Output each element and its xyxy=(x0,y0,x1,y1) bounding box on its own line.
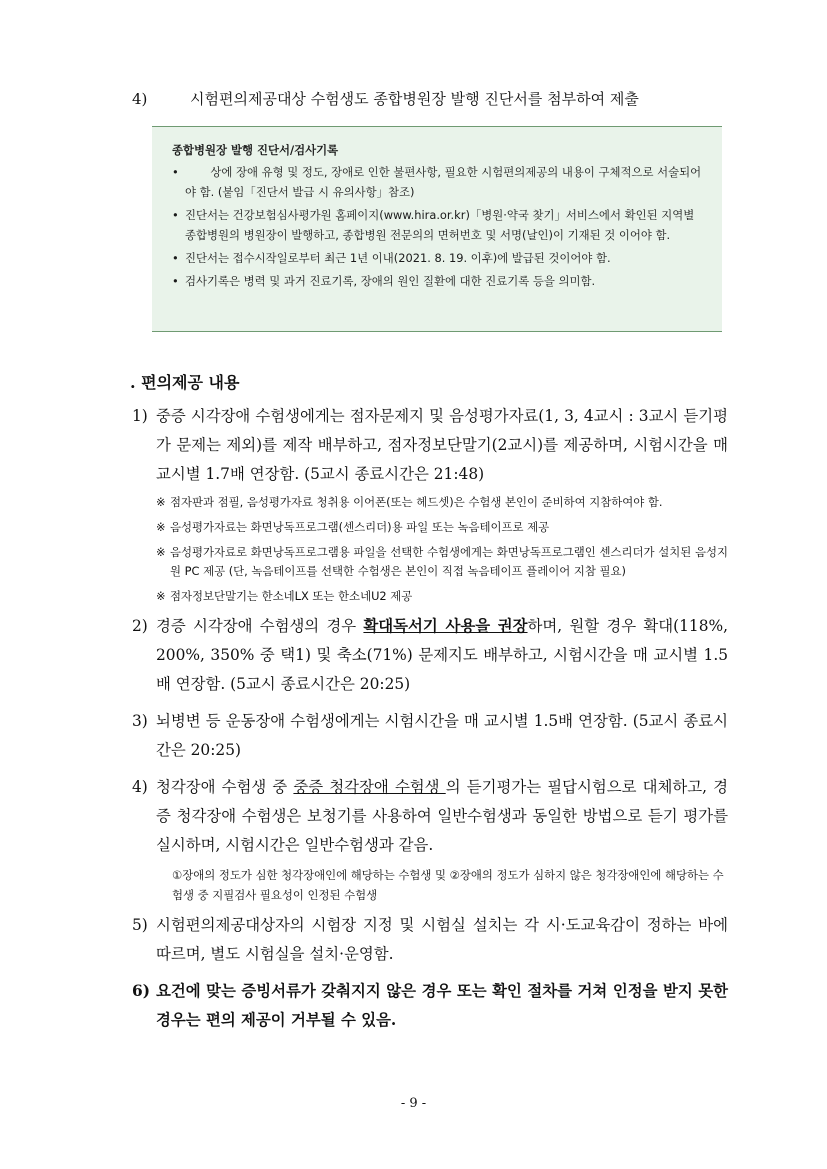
item-number: 2) xyxy=(132,617,148,635)
note-mark: ※ xyxy=(156,545,166,559)
bullet-icon: • xyxy=(172,165,179,179)
item4-subnote: ①장애의 정도가 심한 청각장애인에 해당하는 수험생 및 ②장애의 정도가 심하지 않은 청각장애인에 해당하는 수험생 중 지필검사 필요성이 인정된 수험생 xyxy=(172,868,724,902)
item-number: 4) xyxy=(132,778,148,796)
notice-box xyxy=(152,126,722,332)
item-text: 뇌병변 등 운동장애 수험생에게는 시험시간을 매 교시별 1.5배 연장함. (5교시 종료시간은 20:25) xyxy=(156,712,728,759)
notice-box-list xyxy=(172,162,702,291)
header-line xyxy=(132,88,732,109)
item-text: 시험편의제공대상자의 시험장 지정 및 시험실 설치는 각 시·도교육감이 정하는 바에 따르며, 별도 시험실을 설치·운영함. xyxy=(156,916,728,963)
page-number: - 9 - xyxy=(400,1096,427,1111)
list-item xyxy=(132,707,728,765)
note-line xyxy=(156,518,728,537)
item-text-post: 의 듣기평가는 필답시험으로 대체하고, 경증 청각장애 수험생은 보청기를 사용하여 일반수험생과 동일한 방법으로 듣기 평가를 실시하며, 시험시간은 일반수험생과 같음. xyxy=(156,778,728,854)
notice-item-text: 진단서는 건강보험심사평가원 홈페이지(www.hira.or.kr)「병원·약국 찾기」서비스에서 확인된 지역별 종합병원의 병원장이 발행하고, 종합병원 전문의의 면허번호 및 서명(날인)이 기재된 것 이어야 함. xyxy=(185,208,695,242)
note-text: 음성평가자료는 화면낭독프로그램(센스리더)용 파일 또는 녹음테이프로 제공 xyxy=(170,520,550,534)
item-emphasis: 중증 청각장애 수험생 xyxy=(293,778,446,796)
list-item xyxy=(132,911,728,969)
note-line xyxy=(156,543,728,581)
item-text: 요건에 맞는 증빙서류가 갖춰지지 않은 경우 또는 확인 절차를 거쳐 인정을 받지 못한 경우는 편의 제공이 거부될 수 있음. xyxy=(156,982,728,1029)
bullet-icon: • xyxy=(172,251,179,265)
note-mark: ※ xyxy=(156,589,166,603)
item-text-pre: 청각장애 수험생 중 xyxy=(156,778,294,796)
item1-notes xyxy=(156,493,728,606)
notice-item xyxy=(172,271,702,291)
header-text: 시험편의제공대상 수험생도 종합병원장 발행 진단서를 첨부하여 제출 xyxy=(190,90,639,108)
note-mark: ※ xyxy=(156,495,166,509)
list-item xyxy=(132,612,728,699)
notice-item xyxy=(172,162,702,202)
bullet-icon: • xyxy=(172,274,179,288)
item-emphasis: 확대독서기 사용을 권장 xyxy=(363,617,528,635)
list-item xyxy=(132,773,728,860)
note-line xyxy=(156,493,728,512)
item-text-post: 하며, 원할 경우 확대(118%, 200%, 350% 중 택1) 및 축소(71%) 문제지도 배부하고, 시험시간을 매 교시별 1.5배 연장함. (5교시 종료시간은 20:25) xyxy=(156,617,729,693)
content-body xyxy=(132,402,728,1035)
note-text: 점자판과 점필, 음성평가자료 청취용 이어폰(또는 헤드셋)은 수험생 본인이 준비하여 지참하여야 함. xyxy=(170,495,663,509)
note-mark: ※ xyxy=(156,520,166,534)
note-line xyxy=(156,587,728,606)
item-number: 5) xyxy=(132,916,148,934)
header-number: 4) xyxy=(132,90,148,108)
notice-item-text: 진단서는 접수시작일로부터 최근 1년 이내(2021. 8. 19. 이후)에 발급된 것이어야 함. xyxy=(185,251,611,265)
notice-item xyxy=(172,248,702,268)
item-number: 6) xyxy=(132,982,150,1000)
note-text: 음성평가자료로 화면낭독프로그램용 파일을 선택한 수험생에게는 화면낭독프로그램인 센스리더가 설치된 음성지원 PC 제공 (단, 녹음테이프를 선택한 수험생은 본인이 직접 녹음테이프 플레이어 지참 필요) xyxy=(170,545,728,578)
list-item xyxy=(132,402,728,489)
bullet-icon: • xyxy=(172,208,179,222)
note-text: 점자정보단말기는 한소네LX 또는 한소네U2 제공 xyxy=(170,589,413,603)
item-number: 1) xyxy=(132,407,148,425)
notice-item xyxy=(172,205,702,245)
list-item xyxy=(132,977,728,1035)
item-text-pre: 경증 시각장애 수험생의 경우 xyxy=(156,617,364,635)
item-number: 3) xyxy=(132,712,148,730)
notice-item-text: 검사기록은 병력 및 과거 진료기록, 장애의 원인 질환에 대한 진료기록 등을 의미함. xyxy=(185,274,596,288)
notice-box-title: 종합병원장 발행 진단서/검사기록 xyxy=(172,143,339,157)
notice-item-text: 상에 장애 유형 및 정도, 장애로 인한 불편사항, 필요한 시험편의제공의 내용이 구체적으로 서술되어야 함. (붙임「진단서 발급 시 유의사항」참조) xyxy=(185,165,702,199)
section-title: . 편의제공 내용 xyxy=(130,373,240,392)
item-text: 중증 시각장애 수험생에게는 점자문제지 및 음성평가자료(1, 3, 4교시 : 3교시 듣기평가 문제는 제외)를 제작 배부하고, 점자정보단말기(2교시)를 제공하며, 시험시간을 매 교시별 1.7배 연장함. (5교시 종료시간은 21:48) xyxy=(156,407,728,483)
